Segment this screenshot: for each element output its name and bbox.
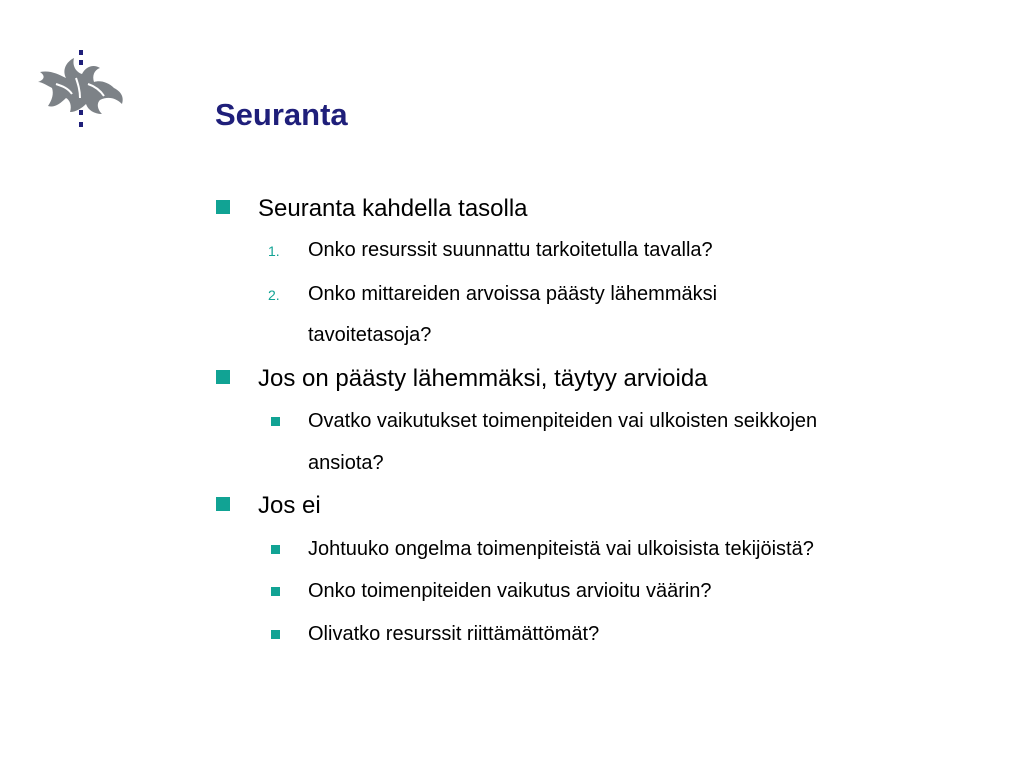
bullet-square-icon [216, 497, 230, 511]
sub-bullet-text: Ovatko vaikutukset toimenpiteiden vai ulkoisten seikkojen [308, 410, 818, 432]
sub-bullet-square-icon [271, 545, 280, 554]
sub-bullet-square-icon [271, 587, 280, 596]
sub-bullet-text: Olivatko resurssit riittämättömät? [308, 623, 600, 645]
bullet-square-icon [216, 370, 230, 384]
sub-bullet-text-continued: tavoitetasoja? [308, 324, 432, 346]
sub-bullet-text: Onko toimenpiteiden vaikutus arvioitu väärin? [308, 580, 712, 602]
list-number: 2. [268, 287, 280, 303]
sub-bullet-text: Onko mittareiden arvoissa päästy lähemmäksi [308, 283, 718, 305]
sub-bullet-text-continued: ansiota? [308, 452, 384, 474]
sub-bullet-square-icon [271, 417, 280, 426]
sub-bullet-text: Johtuuko ongelma toimenpiteistä vai ulkoisista tekijöistä? [308, 538, 814, 560]
sub-bullet-square-icon [271, 630, 280, 639]
slide-title: Seuranta [215, 97, 348, 132]
bullet-text: Seuranta kahdella tasolla [258, 195, 528, 222]
bullet-text: Jos on päästy lähemmäksi, täytyy arvioida [258, 365, 708, 392]
sub-bullet-text: Onko resurssit suunnattu tarkoitetulla tavalla? [308, 239, 713, 261]
bullet-text: Jos ei [258, 492, 321, 519]
list-number: 1. [268, 243, 280, 259]
bullet-square-icon [216, 200, 230, 214]
